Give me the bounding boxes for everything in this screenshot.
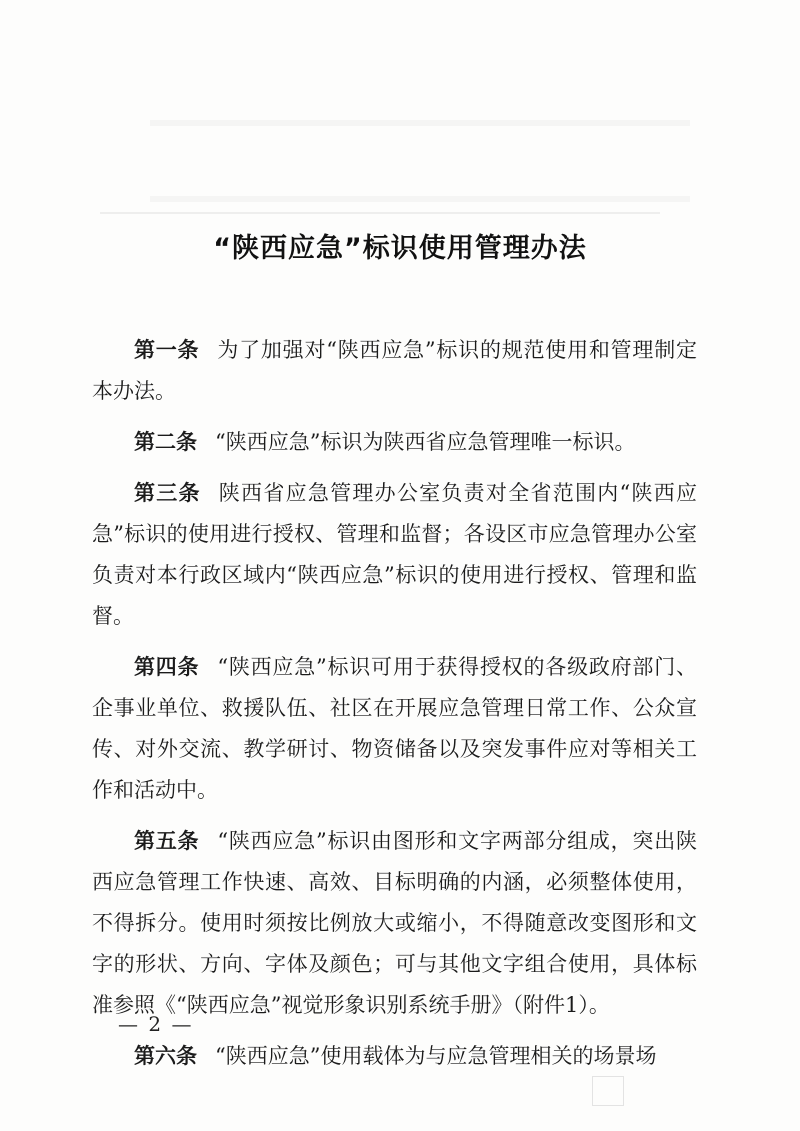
article-2-head: 第二条 [134,430,197,454]
document-title: “陕西应急”标识使用管理办法 [213,233,587,264]
article-1-head: 第一条 [134,338,200,362]
article-3-head: 第三条 [134,481,201,505]
scan-corner-mark [592,1076,624,1106]
article-5 [92,821,697,1026]
article-4-text: “陕西应急”标识可用于获得授权的各级政府部门、企事业单位、救援队伍、社区在开展应急管理日常工作、公众宣传、对外交流、教学研讨、物资储备以及突发事件应对等相关工作和活动中。 [92,655,697,802]
article-2-text: “陕西应急”标识为陕西省应急管理唯一标识。 [215,430,636,454]
article-5-text: “陕西应急”标识由图形和文字两部分组成，突出陕西应急管理工作快速、高效、目标明确的内涵，必须整体使用，不得拆分。使用时须按比例放大或缩小，不得随意改变图形和文字的形状、方向、字体及颜色；可与其他文字组合使用，具体标准参照《“陕西应急”视觉形象识别系统手册》（附件1）。 [92,829,697,1017]
article-2 [92,422,697,463]
bleed-through-rule [100,212,660,214]
article-6-head: 第六条 [134,1044,197,1068]
article-5-head: 第五条 [134,829,200,853]
article-4 [92,647,697,811]
bleed-through-header [150,120,690,202]
page-number: — 2 — [118,1012,194,1036]
article-6-text: “陕西应急”使用载体为与应急管理相关的场景场 [215,1044,657,1068]
document-body [92,330,697,1087]
article-1 [92,330,697,412]
article-3-text: 陕西省应急管理办公室负责对全省范围内“陕西应急”标识的使用进行授权、管理和监督；各设区市应急管理办公室负责对本行政区域内“陕西应急”标识的使用进行授权、管理和监督。 [92,481,698,628]
article-1-text: 为了加强对“陕西应急”标识的规范使用和管理制定本办法。 [92,338,697,403]
article-3 [92,473,697,637]
article-4-head: 第四条 [134,655,200,679]
article-6 [92,1036,697,1077]
